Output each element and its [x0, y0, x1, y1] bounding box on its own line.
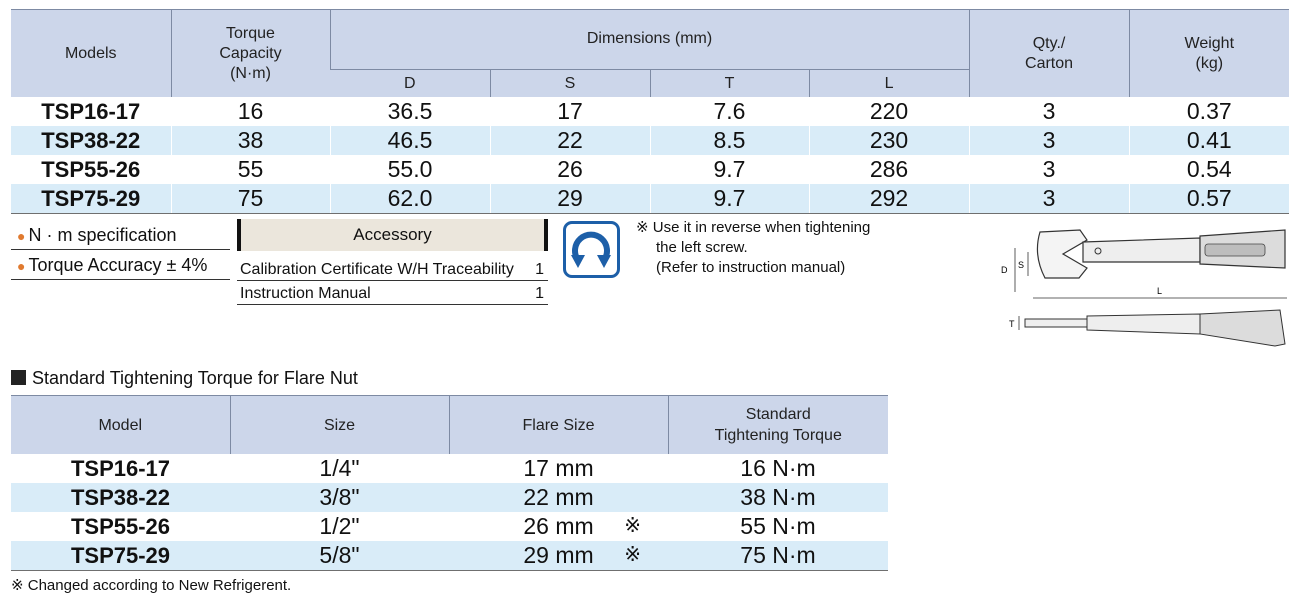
- bullet-icon: ●: [17, 228, 26, 244]
- reverse-note-line: the left screw.: [656, 239, 748, 256]
- header-torque-capacity: Torque Capacity (N·m): [171, 10, 330, 98]
- accessory-item-qty: 1: [535, 285, 544, 302]
- model-cell: TSP16-17: [70, 455, 171, 481]
- torque-cell: 16: [171, 97, 330, 126]
- table-row: [11, 97, 1289, 126]
- header-model: Model: [11, 396, 230, 455]
- note-spec-text: N · m specification: [28, 225, 177, 245]
- accessory-header: Accessory: [237, 219, 548, 251]
- header-models: Models: [11, 10, 171, 98]
- dim-d-cell: 36.5: [330, 97, 490, 126]
- dim-d-cell: 62.0: [330, 184, 490, 214]
- table-row: [11, 454, 888, 483]
- dim-s-cell: 17: [490, 97, 650, 126]
- torque-cell: 38 N·m: [668, 483, 888, 512]
- weight-cell: 0.54: [1129, 155, 1289, 184]
- table-row: [11, 155, 1289, 184]
- model-cell: TSP75-29: [11, 541, 230, 571]
- flare-size-cell: 26 mm ※: [523, 513, 641, 539]
- reverse-note: [636, 218, 870, 278]
- dim-s-label: S: [1018, 260, 1025, 270]
- header-qty: Qty./ Carton: [969, 10, 1129, 98]
- size-cell: 3/8": [230, 483, 449, 512]
- dim-t-cell: 8.5: [650, 126, 809, 155]
- table-row: [11, 126, 1289, 155]
- wrench-diagram: [995, 218, 1292, 350]
- weight-cell: 0.57: [1129, 184, 1289, 214]
- header-dim-l: L: [809, 70, 969, 98]
- accessory-item: [237, 281, 548, 305]
- table-row: [11, 512, 888, 541]
- size-cell: 1/2": [319, 513, 360, 539]
- size-cell: 1/4": [319, 455, 360, 481]
- header-dim-d: D: [330, 70, 490, 98]
- accessory-item: [237, 257, 548, 281]
- header-dimensions: Dimensions (mm): [330, 10, 969, 70]
- weight-cell: 0.37: [1129, 97, 1289, 126]
- torque-cell: 55: [171, 155, 330, 184]
- footnote: ※ Changed according to New Refrigerent.: [11, 577, 292, 594]
- dim-t-cell: 9.7: [650, 155, 809, 184]
- header-flare-size: Flare Size: [449, 396, 668, 455]
- model-cell: TSP38-22: [11, 126, 171, 155]
- torque-cell: 55 N·m: [740, 513, 816, 539]
- torque-cell: 75 N·m: [668, 541, 888, 571]
- reverse-note-line: ※ Use it in reverse when tightening: [636, 219, 871, 236]
- model-cell: TSP75-29: [11, 184, 171, 214]
- flare-size-cell: 17 mm: [523, 455, 594, 481]
- dim-s-cell: 26: [490, 155, 650, 184]
- weight-cell: 0.41: [1129, 126, 1289, 155]
- header-size: Size: [230, 396, 449, 455]
- dim-l-cell: 292: [809, 184, 969, 214]
- flare-table: [11, 395, 888, 571]
- dim-t-label: T: [1009, 319, 1015, 329]
- torque-cell: 75: [171, 184, 330, 214]
- model-cell: TSP16-17: [41, 98, 141, 124]
- qty-cell: 3: [969, 126, 1129, 155]
- table-row: [11, 184, 1289, 214]
- qty-cell: 3: [969, 155, 1129, 184]
- dim-l-cell: 230: [809, 126, 969, 155]
- table-row: [11, 483, 888, 512]
- header-weight: Weight (kg): [1129, 10, 1289, 98]
- torque-cell: 16 N·m: [740, 455, 816, 481]
- qty-cell: 3: [969, 184, 1129, 214]
- model-cell: TSP55-26: [70, 513, 171, 539]
- accessory-item-label: Instruction Manual: [240, 285, 371, 302]
- accessory-item-label: Calibration Certificate W/H Traceability: [240, 261, 514, 278]
- dim-l-label: L: [1157, 286, 1163, 296]
- flare-size-cell: 29 mm ※: [449, 541, 668, 571]
- accessory-item-qty: 1: [535, 261, 544, 278]
- model-cell: TSP38-22: [11, 483, 230, 512]
- square-bullet-icon: [11, 370, 26, 385]
- note-accuracy-text: Torque Accuracy ± 4%: [28, 255, 208, 275]
- table-row: [11, 541, 888, 571]
- dim-t-cell: 7.6: [650, 97, 809, 126]
- dim-s-cell: 29: [490, 184, 650, 214]
- note-mark: ※: [624, 544, 641, 566]
- spec-table: [11, 9, 1289, 214]
- qty-cell: 3: [969, 97, 1129, 126]
- dim-l-cell: 220: [809, 97, 969, 126]
- note-accuracy: [11, 251, 230, 280]
- header-standard-torque: Standard Tightening Torque: [668, 396, 888, 455]
- bullet-icon: ●: [17, 258, 26, 274]
- model-cell: TSP55-26: [41, 156, 141, 182]
- dim-l-cell: 286: [809, 155, 969, 184]
- header-dim-s: S: [490, 70, 650, 98]
- note-mark: ※: [624, 515, 641, 537]
- dim-d-cell: 46.5: [330, 126, 490, 155]
- dim-t-cell: 9.7: [650, 184, 809, 214]
- dim-d-cell: 55.0: [330, 155, 490, 184]
- flare-size-cell: 22 mm: [449, 483, 668, 512]
- note-spec: [11, 221, 230, 250]
- reverse-note-line: (Refer to instruction manual): [656, 259, 846, 276]
- header-dim-t: T: [650, 70, 809, 98]
- flare-section-title: Standard Tightening Torque for Flare Nut: [11, 367, 358, 389]
- dim-d-label: D: [1001, 265, 1008, 275]
- reverse-rotation-icon: [563, 221, 620, 278]
- dim-s-cell: 22: [490, 126, 650, 155]
- torque-cell: 38: [171, 126, 330, 155]
- size-cell: 5/8": [230, 541, 449, 571]
